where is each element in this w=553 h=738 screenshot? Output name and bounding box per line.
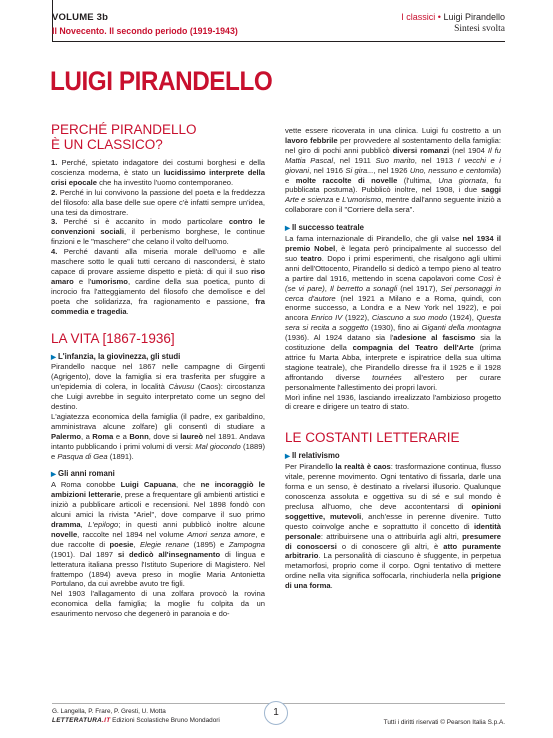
section-heading-perche: [51, 122, 265, 152]
reason-number: 3.: [51, 217, 58, 227]
emphasis: teatro: [300, 253, 322, 263]
triangle-bullet-icon: ▶: [285, 225, 290, 233]
emphasis: nel 1934 il premio Nobel: [285, 234, 501, 253]
text: Perché si è accanito in modo particolare: [57, 217, 229, 227]
text: L'agiatezza economica della famiglia (il padre, ex garibaldino, amministrava alcune zolfare) gli consentì di studiare a: [51, 411, 265, 431]
emphasis: tournées: [372, 372, 402, 382]
emphasis: I vecchi e i giovani: [285, 155, 501, 175]
text: , nel 1926: [373, 165, 410, 175]
text: , fu pubblicata postuma). Pubblicò inoltre, nel 1908, i due: [285, 175, 502, 195]
subheading-anni-romani: [51, 469, 265, 480]
triangle-bullet-icon: ▶: [51, 471, 56, 479]
emphasis: Mal giocondo: [195, 441, 241, 451]
emphasis: contro le convenzioni sociali: [51, 217, 265, 237]
emphasis: adesione al fascismo: [393, 333, 476, 343]
emphasis: Una giornata: [438, 175, 487, 185]
text: , a: [80, 431, 93, 441]
subheading-successo-teatrale: [285, 223, 501, 234]
text: , e due raccolte di: [51, 529, 266, 549]
footer-authors: G. Langella, P. Frare, P. Gresti, U. Motta: [52, 708, 166, 715]
emphasis: poesie: [109, 539, 134, 549]
text: (1891).: [107, 451, 134, 461]
text: all'estero per curare personalmente l'allestimento dei propri lavori.: [285, 372, 501, 392]
emphasis: Il berretto a sonagli: [329, 283, 398, 293]
triangle-bullet-icon: ▶: [51, 353, 56, 361]
emphasis: Roma: [92, 431, 114, 441]
text: ,: [80, 520, 89, 529]
text: (1922),: [342, 313, 372, 323]
emphasis: Questa sera si recita a soggetto: [285, 313, 501, 333]
emphasis: laureò: [180, 431, 204, 441]
period-label: Il Novecento. Il secondo periodo (1919-1943): [52, 26, 238, 36]
text: , dove si: [148, 431, 181, 441]
page-title: LUIGI PIRANDELLO: [50, 66, 273, 96]
header-left: [52, 12, 238, 36]
brand-name: LETTERATURA: [52, 717, 103, 724]
text: (1930), fino ai: [368, 323, 422, 333]
brand-suffix: .IT: [102, 717, 111, 724]
section-label: Sintesi svolta: [454, 24, 505, 34]
series-line: [401, 12, 505, 22]
triangle-bullet-icon: ▶: [285, 453, 290, 461]
text: , nel 1913: [414, 155, 458, 165]
text: . La personalità di ciascuno è sfuggente, in perpetua metamorfosi, proprio come il corpo. Ogni tentativo di mettere ordine nella vita significa soffocarla, rinchiuderla nella: [285, 551, 501, 581]
right-column: [285, 126, 501, 591]
reason-number: 4.: [51, 247, 58, 257]
emphasis: Elegie renane: [140, 539, 190, 549]
spacer: [51, 317, 265, 331]
text: (l'ultima,: [397, 175, 439, 185]
text: .: [126, 306, 129, 316]
emphasis: Càvusu: [168, 382, 195, 392]
text: A Roma conobbe: [51, 480, 121, 490]
series-label: I classici: [401, 12, 436, 22]
emphasis: Arte e scienza: [285, 195, 334, 205]
emphasis: Sei personaggi in cerca d'autore: [285, 283, 501, 303]
subheading-label: Il relativismo: [292, 451, 340, 461]
footer-publisher-line: [52, 716, 220, 725]
text: Pirandello nacque nel 1867 nelle campagne di Girgenti (Agrigento), dove la famiglia si era trasferita per sfuggire a un'epidemia di colera, in località: [51, 362, 265, 392]
footer-credits: [52, 707, 220, 725]
text: : attribuirsene una o attribuirla agli altri,: [320, 531, 463, 541]
subheading-infanzia: [51, 352, 265, 363]
heading-line-2: È UN CLASSICO?: [51, 137, 163, 152]
emphasis: umorismo: [91, 276, 128, 286]
text: (nel 1904: [449, 145, 488, 155]
text: (1895) e: [189, 539, 229, 549]
text: La fama internazionale di Pirandello, che gli valse: [285, 234, 463, 244]
text: , il perbenismo borghese, le continue finzioni e le "maschere" che celano il volto dell'uomo.: [51, 227, 265, 247]
text: per provvedere al sostentamento della famiglia: nel giro di pochi anni pubblicò: [285, 135, 502, 155]
reason-1: [51, 158, 265, 188]
paragraph-teatro: [285, 234, 501, 393]
emphasis: Uno, nessuno e centomila: [409, 165, 499, 175]
text: ; in questi anni pubblicò inoltre alcune: [118, 520, 265, 529]
emphasis: novelle: [51, 529, 78, 539]
emphasis: Pasqua di Gea: [57, 451, 108, 461]
text: e l': [73, 276, 92, 286]
subheading-label: Gli anni romani: [58, 469, 115, 479]
emphasis: Il fu Mattia Pascal: [285, 145, 501, 165]
paragraph-morte: Morì infine nel 1936, lasciando irrealizzato l'ambizioso progetto di creare e dirigere un teatro di stato.: [285, 392, 501, 412]
emphasis: Palermo: [51, 431, 81, 441]
emphasis: dramma: [51, 520, 81, 529]
text: . Dopo i primi esperimenti, che risalgono agli ultimi anni dell'Ottocento, Pirandello si dedicò a tempo pieno al teatro a partire dal 1916, mettendo in scena capolavori come: [285, 253, 501, 283]
spacer: [285, 412, 501, 430]
emphasis: Amori senza amore: [187, 529, 256, 539]
text: di lingua e letteratura italiana presso l'Istituto Superiore di Magistero. Nel frattempo (1894) aveva preso in moglie Maria Antonietta Portulano, da cui avrebbe avuto tre figli.: [51, 549, 266, 589]
text: e: [333, 195, 343, 205]
paragraph-studi: [51, 412, 265, 462]
header-right: [401, 12, 505, 34]
emphasis: lucidissimo interprete della crisi epocale: [51, 167, 266, 187]
emphasis: opinioni soggettive, mutevoli: [285, 501, 501, 521]
text: , nel 1916: [309, 165, 346, 175]
emphasis: molte raccolte di novelle: [295, 175, 398, 185]
text: .: [330, 581, 333, 591]
emphasis: Bonn: [129, 431, 149, 441]
text: , raccolte nel 1894 nel volume: [77, 529, 188, 539]
text: (nel 1917),: [397, 283, 441, 293]
emphasis: L'umorismo: [342, 195, 382, 205]
paragraph-1903: Nel 1903 l'allagamento di una zolfara provocò la rovina economica della famiglia; la moglie fu colpita da un esaurimento nervoso che degenerò in paranoia e do-: [51, 589, 265, 619]
text: (1924),: [447, 313, 477, 323]
emphasis: Si gira...: [345, 165, 374, 175]
paragraph-relativismo: [285, 462, 501, 591]
emphasis: compagnia del Teatro dell'Arte: [352, 343, 474, 353]
spacer: [285, 215, 501, 223]
emphasis: saggi: [481, 185, 501, 195]
text: , cardine della sua poetica, punto di incrocio fra l'atteggiamento del filosofo che demolisce e del poeta che solidarizza, fra ragionamento e passione,: [51, 276, 265, 306]
text: (1936). Al 1924 datano sia l': [285, 333, 394, 343]
text: (1901). Dal 1897: [51, 549, 118, 559]
section-heading-costanti: LE COSTANTI LETTERARIE: [285, 430, 460, 446]
publisher-name: Edizioni Scolastiche Bruno Mondadori: [110, 717, 220, 724]
section-heading-vita: LA VITA [1867-1936]: [51, 330, 175, 346]
text: Perché in lui convivono la passione del poeta e la freddezza del filosofo: alla base delle sue opere c'è infatti sempre un'idea, una tesi da dimostrare.: [51, 187, 265, 217]
brand-logo: [52, 717, 110, 724]
text: nel 1891. Andava intanto pubblicando i primi volumi di versi:: [51, 431, 265, 451]
emphasis: Suo marito: [375, 155, 415, 165]
reason-2: [51, 188, 265, 218]
subheading-label: L'infanzia, la giovinezza, gli studi: [58, 351, 181, 361]
series-bullet: •: [437, 12, 441, 22]
emphasis: la realtà è caos: [335, 462, 391, 472]
text: , mentre dall'anno seguente iniziò a collaborare con il "Corriere della sera".: [285, 195, 502, 215]
footer-rights: Tutti i diritti riservati © Pearson Italia S.p.A.: [383, 719, 505, 726]
emphasis: atto puramente arbitrario: [285, 541, 501, 561]
reason-4: [51, 247, 265, 316]
text: , nel 1911: [333, 155, 376, 165]
emphasis: presumere di conoscersi: [285, 531, 501, 551]
text: , prese a frequentare gli ambienti artistici e iniziò a pubblicare articoli e recensioni. Nel 1898 fondò con alcuni amici la rivista "Ariel", dove comparve il suo primo: [51, 490, 265, 520]
reason-3: [51, 217, 265, 247]
text: sia la costituzione della: [285, 333, 501, 353]
text: ,: [133, 539, 141, 549]
paragraph-anni-romani: [51, 480, 265, 589]
page-number: 1: [264, 701, 288, 725]
text: vette essere ricoverata in una clinica. Luigi fu costretto a un: [285, 126, 501, 135]
text: (nel 1921 a Milano e a Roma, quindi, con enorme successo, a Londra e a New York nel 1922), e poi ancora: [285, 293, 501, 323]
text: (1889) e: [51, 441, 265, 461]
text: ) e: [285, 165, 502, 185]
text: , anch'esse in perenne divenire. Tutto questo coinvolge anche e soprattutto il concetto di: [285, 511, 501, 531]
emphasis: Così è (se vi pare): [285, 273, 502, 293]
text: Perché davanti alla miseria morale dell'uomo e alle maschere sotto le quali tutti cercano di nascondersi, è stato capace di provare assieme dispetto e pietà: di qui il suo: [51, 247, 265, 276]
reason-number: 2.: [51, 187, 58, 197]
text: che ha investito l'uomo contemporaneo.: [97, 177, 234, 187]
spacer: [51, 461, 265, 469]
paragraph-infanzia: [51, 362, 265, 412]
emphasis: ne incoraggiò le ambizioni letterarie: [51, 480, 266, 500]
text: Per Pirandello: [285, 462, 336, 472]
text: e a: [113, 431, 130, 441]
emphasis: Ciascuno a suo modo: [371, 313, 448, 323]
text: , che: [175, 480, 201, 490]
emphasis: prigione di una forma: [285, 571, 501, 591]
left-column: [51, 122, 265, 619]
emphasis: Luigi Capuana: [120, 480, 176, 490]
text: Perché, spietato indagatore dei costumi borghesi e della coscienza moderna, è stato un: [51, 158, 265, 177]
emphasis: fra commedia e tragedia: [51, 296, 265, 316]
subheading-label: Il successo teatrale: [292, 223, 364, 233]
text: (Caos): circostanza che Luigi avrebbe in seguito interpretato come un segno del destino.: [51, 382, 265, 412]
volume-label: VOLUME 3b: [52, 12, 109, 23]
emphasis: Enrico IV: [310, 313, 343, 323]
text: ,: [324, 283, 330, 293]
author-label: Luigi Pirandello: [443, 12, 505, 22]
text: , è legata però principalmente al successo del suo: [285, 243, 501, 263]
text: o di conoscere gli altri, è: [336, 541, 444, 551]
emphasis: Giganti della montagna: [421, 323, 501, 333]
emphasis: identità personale: [285, 521, 501, 541]
emphasis: riso amaro: [51, 266, 265, 286]
paragraph-continuation: [285, 126, 501, 215]
emphasis: Zampogna: [228, 539, 265, 549]
header-divider: [52, 41, 505, 42]
emphasis: si dedicò all'insegnamento: [117, 549, 221, 559]
text: (prima attrice fu Marta Abba, interprete e ispiratrice della sua ultima stagione teatrale), che Pirandello diresse fra il 1925 e il 1928 affrontando diverse: [285, 343, 501, 382]
emphasis: L'epilogo: [88, 520, 119, 529]
reason-number: 1.: [51, 158, 58, 167]
subheading-relativismo: [285, 451, 501, 462]
heading-line-1: PERCHÉ PIRANDELLO: [51, 122, 197, 137]
text: : trasformazione continua, flusso vitale, perenne movimento. Ogni tentativo di fissarla, darle una forma e un senso, è destinato a rivelarsi illusorio. Qualunque conoscenza assoluta e oggettiva su di sé e sul mondo è preclusa all'uomo, che deve accontentarsi di: [285, 462, 501, 511]
emphasis: diversi romanzi: [392, 145, 450, 155]
emphasis: lavoro febbrile: [285, 135, 338, 145]
